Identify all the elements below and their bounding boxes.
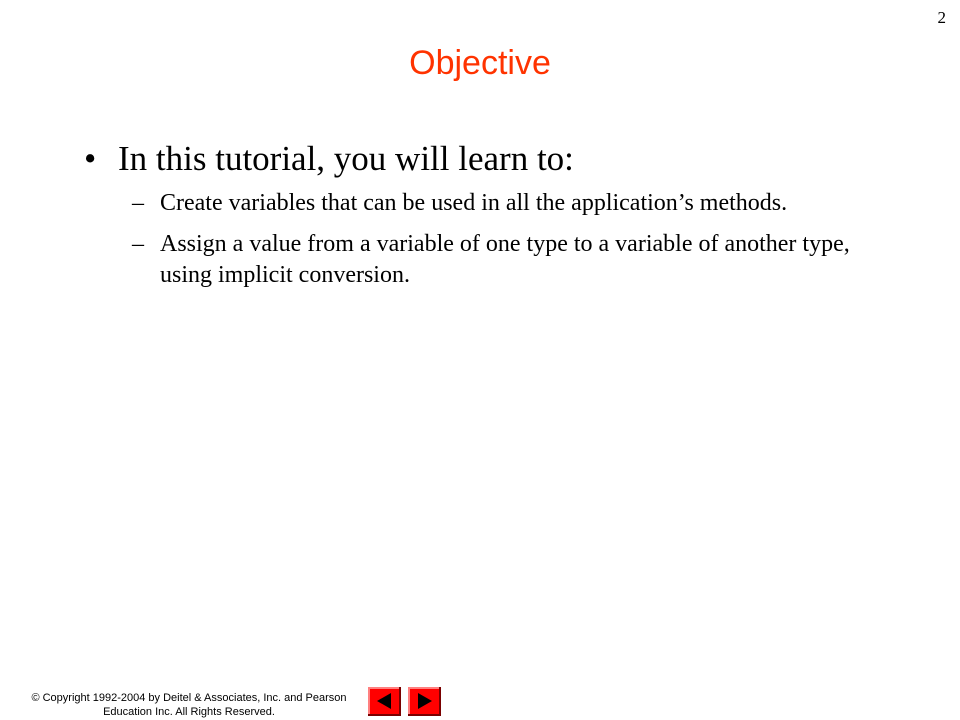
sub-bullet-item	[132, 188, 884, 219]
slide-navigation	[368, 687, 441, 716]
previous-slide-button[interactable]	[368, 687, 401, 716]
bullet-mark: •	[84, 139, 97, 178]
bullet-text: In this tutorial, you will learn to:	[118, 139, 574, 178]
dash-mark: –	[132, 231, 144, 257]
sub-bullet-text: Assign a value from a variable of one type to a variable of another type, using implicit conversion.	[160, 231, 850, 288]
sub-bullet-item	[132, 229, 884, 291]
copyright-line-2: Education Inc. All Rights Reserved.	[103, 706, 275, 718]
next-slide-button[interactable]	[408, 687, 441, 716]
sub-bullet-list	[132, 188, 884, 291]
slide-title: Objective	[409, 44, 551, 82]
bullet-item	[84, 138, 884, 180]
sub-bullet-text: Create variables that can be used in all the application’s methods.	[160, 190, 788, 216]
right-arrow-icon	[418, 693, 432, 709]
left-arrow-icon	[377, 693, 391, 709]
slide-content	[84, 138, 884, 301]
dash-mark: –	[132, 190, 144, 216]
slide-number: 2	[937, 8, 946, 27]
copyright-notice	[12, 691, 366, 719]
copyright-line-1: © Copyright 1992-2004 by Deitel & Associates, Inc. and Pearson	[31, 692, 347, 704]
